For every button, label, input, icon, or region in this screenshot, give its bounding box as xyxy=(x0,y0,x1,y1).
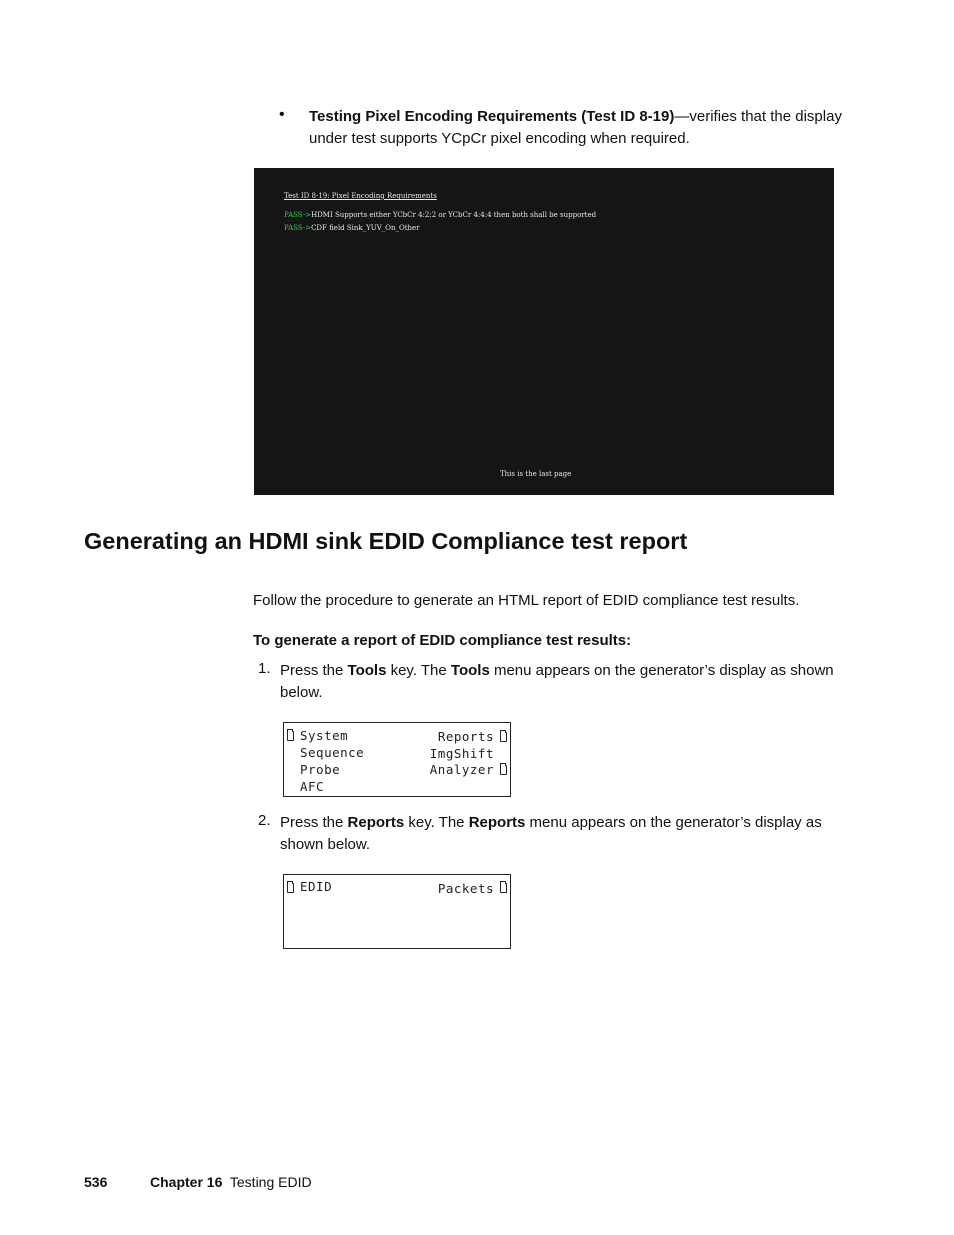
tools-menu-display xyxy=(283,722,511,797)
last-page-notice: This is the last page xyxy=(500,470,572,478)
step-text xyxy=(280,660,860,704)
step-text-part: key. The xyxy=(404,814,469,831)
procedure-title: To generate a report of EDID compliance test results: xyxy=(253,632,632,649)
key-name: Tools xyxy=(347,662,387,679)
test-result-text: CDF field Sink_YUV_On_Other xyxy=(311,224,420,232)
menu-item-analyzer: Analyzer xyxy=(429,762,494,777)
step-text-part: Press the xyxy=(280,814,348,831)
test-result-line xyxy=(284,224,420,232)
menu-item-system: System xyxy=(300,728,349,743)
step-text-part: menu appears on the generator’s display as shown below. xyxy=(280,662,834,701)
section-heading: Generating an HDMI sink EDID Compliance test report xyxy=(84,528,688,554)
menu-item-probe: Probe xyxy=(300,762,341,777)
menu-item-packets: Packets xyxy=(437,881,494,896)
menu-item-edid: EDID xyxy=(300,879,333,894)
menu-name: Tools xyxy=(450,662,490,679)
softkey-icon xyxy=(287,728,294,743)
softkey-icon xyxy=(500,762,507,777)
menu-item-reports: Reports xyxy=(437,729,494,744)
key-name: Reports xyxy=(347,814,405,831)
test-result-screen xyxy=(254,168,834,495)
step-text xyxy=(280,812,860,856)
bullet-item xyxy=(309,106,869,150)
step-text-part: Press the xyxy=(280,662,348,679)
step-number: 2. xyxy=(258,812,271,829)
pass-status: PASS-> xyxy=(284,224,312,232)
step-text-part: menu appears on the generator’s display as shown below. xyxy=(280,814,822,853)
test-result-text: HDMI Supports either YCbCr 4:2:2 or YCbCr 4:4:4 then both shall be supported xyxy=(311,211,597,219)
bullet-item-title: Testing Pixel Encoding Requirements (Test ID 8-19) xyxy=(309,108,675,125)
softkey-icon xyxy=(287,880,294,895)
page-number: 536 xyxy=(84,1174,108,1190)
chapter-footer xyxy=(150,1174,312,1190)
test-result-line xyxy=(284,211,596,219)
step-text-part: key. The xyxy=(386,662,451,679)
step-number: 1. xyxy=(258,660,271,677)
menu-name: Reports xyxy=(468,814,526,831)
intro-paragraph: Follow the procedure to generate an HTML report of EDID compliance test results. xyxy=(253,592,800,609)
softkey-icon xyxy=(500,880,507,895)
bullet-item-description: —verifies that the display under test supports YCpCr pixel encoding when required. xyxy=(309,108,842,147)
test-title: Test ID 8-19: Pixel Encoding Requirements xyxy=(284,192,437,200)
menu-item-imgshift: ImgShift xyxy=(429,746,494,761)
bullet-marker: • xyxy=(279,106,285,123)
menu-item-sequence: Sequence xyxy=(300,745,365,760)
chapter-label: Chapter 16 xyxy=(150,1174,223,1190)
reports-menu-display xyxy=(283,874,511,949)
menu-item-afc: AFC xyxy=(300,779,325,794)
chapter-title: Testing EDID xyxy=(229,1174,312,1190)
pass-status: PASS-> xyxy=(284,211,312,219)
softkey-icon xyxy=(500,729,507,744)
